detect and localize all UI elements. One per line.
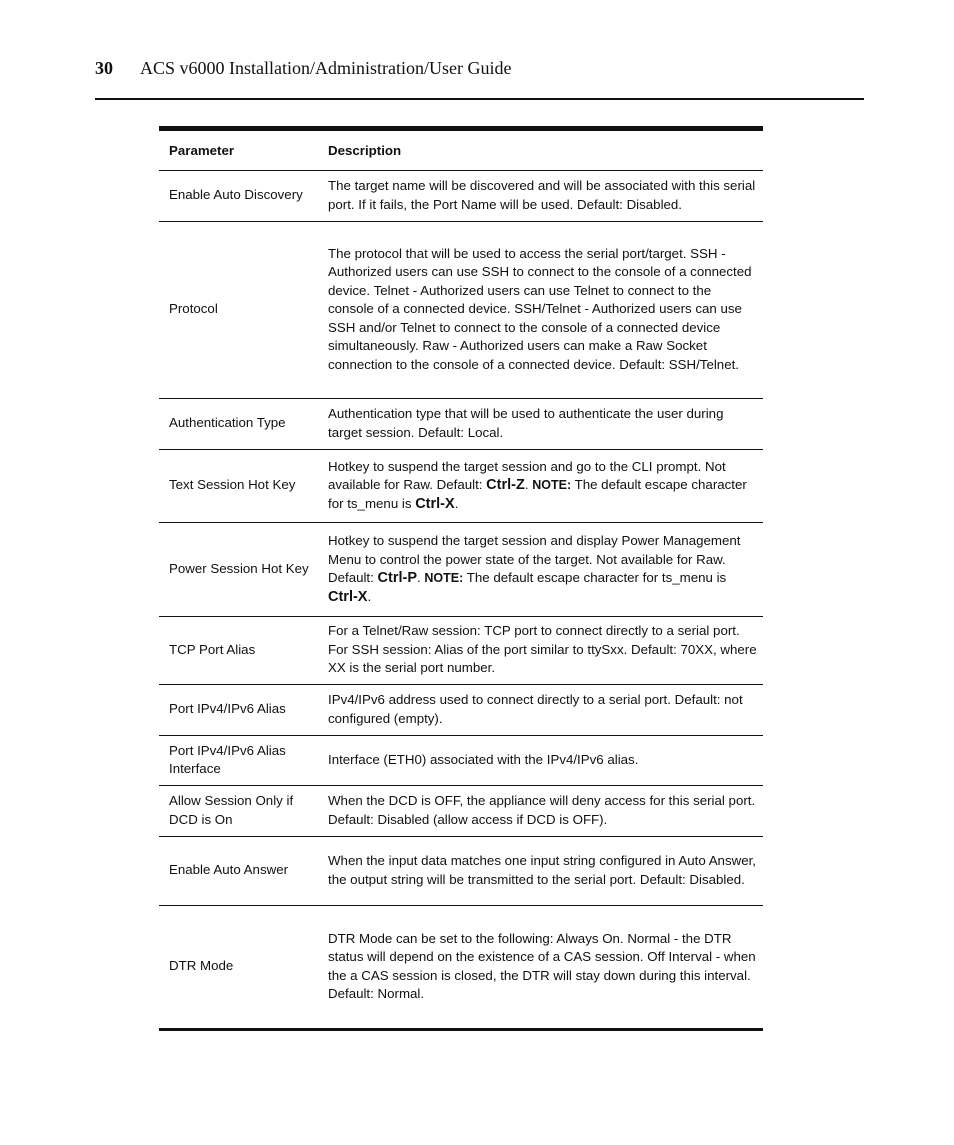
description-cell: [318, 522, 763, 616]
table-row: [159, 836, 763, 905]
header-rule: [95, 98, 864, 100]
description-text: .: [524, 477, 533, 493]
parameter-cell: Text Session Hot Key: [169, 477, 296, 493]
table-row: [159, 449, 763, 522]
page-number: 30: [95, 58, 113, 78]
parameter-cell: Allow Session Only if DCD is On: [169, 793, 294, 827]
table-row: [159, 398, 763, 449]
parameter-cell: Enable Auto Discovery: [169, 187, 303, 203]
note-label: NOTE:: [424, 571, 464, 585]
table-row: [159, 735, 763, 785]
description-text: The default escape character for ts_menu is: [328, 477, 747, 511]
guide-title: ACS v6000 Installation/Administration/User Guide: [140, 58, 512, 78]
table-row: [159, 785, 763, 836]
description-cell: [318, 449, 763, 522]
parameter-cell: Enable Auto Answer: [169, 862, 289, 878]
description-text: The default escape character for ts_menu is: [463, 570, 727, 585]
page-header: [95, 58, 864, 82]
table-row: [159, 684, 763, 735]
hotkey-label: Ctrl-P: [377, 570, 418, 586]
note-label: NOTE:: [532, 478, 572, 493]
description-cell: The target name will be discovered and will be associated with this serial port. If it fails, the Port Name will be used. Default: Disabled.: [328, 178, 756, 212]
table-row: [159, 170, 763, 221]
description-text: Hotkey to suspend the target session and go to the CLI prompt. Not available for Raw. Default:: [328, 458, 726, 493]
hotkey-label: Ctrl-Z: [486, 477, 525, 494]
parameter-cell: Power Session Hot Key: [169, 560, 309, 576]
description-cell: DTR Mode can be set to the following: Always On. Normal - the DTR status will depend on the existence of a CAS session. Off Interval - when the a CAS session is closed, the DTR will stay down during this interval. Default: Normal.: [328, 930, 756, 1001]
column-header-description: Description: [328, 143, 402, 158]
description-cell: Authentication type that will be used to authenticate the user during target session. Default: Local.: [328, 406, 724, 440]
table-row: [159, 616, 763, 684]
description-text: .: [367, 588, 372, 604]
parameter-cell: Protocol: [169, 301, 218, 317]
description-cell: The protocol that will be used to access the serial port/target. SSH - Authorized users can use SSH to connect to the console of a connected device. Telnet - Authorized users can use Telnet to connect to the console of a connected device. SSH/Telnet - Authorized users can use SSH and/or Telnet to connect to the console of a connected device simultaneously. Raw - Authorized users can make a Raw Socket connection to the console of a connected device. Default: SSH/Telnet.: [328, 245, 752, 372]
table-row: [159, 905, 763, 1029]
parameter-cell: Authentication Type: [169, 415, 286, 431]
description-text: .: [417, 570, 425, 585]
description-text: Hotkey to suspend the target session and display Power Management Menu to control the power state of the target. Not available for Raw. Default:: [328, 533, 741, 585]
parameter-cell: Port IPv4/IPv6 Alias: [169, 701, 286, 717]
description-text: .: [454, 495, 459, 511]
description-cell: Interface (ETH0) associated with the IPv4/IPv6 alias.: [328, 751, 639, 767]
description-cell: When the DCD is OFF, the appliance will deny access for this serial port. Default: Disabled (allow access if DCD is OFF).: [328, 793, 756, 827]
description-cell: When the input data matches one input string configured in Auto Answer, the output string will be transmitted to the serial port. Default: Disabled.: [328, 853, 756, 887]
table-row: [159, 221, 763, 398]
parameter-cell: TCP Port Alias: [169, 641, 256, 657]
description-cell: For a Telnet/Raw session: TCP port to connect directly to a serial port. For SSH session: Alias of the port similar to ttySxx. Default: 70XX, where XX is the serial port number.: [328, 623, 757, 676]
parameter-cell: DTR Mode: [169, 958, 234, 974]
hotkey-label: Ctrl-X: [415, 495, 455, 512]
parameter-table: [159, 126, 763, 1031]
hotkey-label: Ctrl-X: [328, 588, 368, 605]
parameter-cell: Port IPv4/IPv6 Alias Interface: [169, 742, 286, 776]
table-row: [159, 522, 763, 616]
column-header-parameter: Parameter: [169, 143, 235, 158]
description-cell: IPv4/IPv6 address used to connect directly to a serial port. Default: not configured (empty).: [328, 692, 743, 726]
table-header-row: [159, 129, 763, 171]
